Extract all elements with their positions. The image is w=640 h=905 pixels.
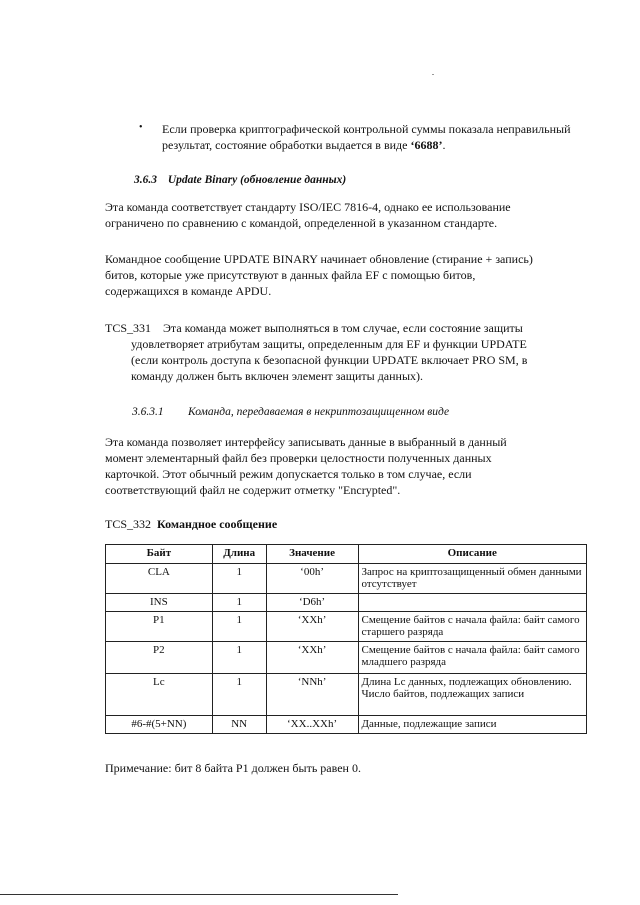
table-row [106, 674, 587, 716]
cell-value: ‘XXh’ [266, 612, 358, 642]
requirement-title: Командное сообщение [157, 517, 278, 531]
table-note: Примечание: бит 8 байта P1 должен быть равен 0. [105, 761, 361, 775]
paragraph-update-binary: Командное сообщение UPDATE BINARY начинает обновление (стирание + запись) битов, которые уже присутствуют в данных файла EF с помощью битов, содержащихся в команде APDU. [105, 252, 533, 298]
requirement-label: TCS_332 [105, 517, 152, 531]
table-row [106, 642, 587, 674]
bullet-marker: • [139, 122, 143, 133]
cell-description [358, 594, 587, 612]
command-table [105, 544, 587, 734]
cell-byte: #6-#(5+NN) [106, 716, 213, 734]
bullet-end: . [442, 138, 446, 152]
cell-byte: INS [106, 594, 213, 612]
cell-length: 1 [212, 564, 266, 594]
paragraph-standard: Эта команда соответствует стандарту ISO/IEC 7816-4, однако ее использование ограничено по сравнению с командой, определенной в указанном стандарте. [105, 200, 511, 230]
cell-byte: CLA [106, 564, 213, 594]
cell-description: Данные, подлежащие записи [358, 716, 587, 734]
table-row [106, 612, 587, 642]
status-code: ‘6688’ [410, 138, 443, 152]
bullet-paragraph [162, 121, 602, 153]
cell-byte: Lc [106, 674, 213, 716]
cell-description: Смещение байтов с начала файла: байт самого младшего разряда [358, 642, 587, 674]
requirement-tcs-331 [105, 320, 545, 384]
section-number: 3.6.3 [134, 174, 157, 186]
cell-length: 1 [212, 594, 266, 612]
table-header-row [106, 545, 587, 564]
header-byte: Байт [106, 545, 213, 564]
cell-byte: P1 [106, 612, 213, 642]
section-title: Update Binary (обновление данных) [167, 174, 347, 186]
cell-length: 1 [212, 612, 266, 642]
bullet-text: Если проверка криптографической контрольной суммы показала неправильный результат, состояние обработки выдается в виде [162, 122, 571, 152]
table-row [106, 594, 587, 612]
cell-length: NN [212, 716, 266, 734]
table-row [106, 716, 587, 734]
header-length: Длина [212, 545, 266, 564]
header-description: Описание [358, 545, 587, 564]
cell-byte: P2 [106, 642, 213, 674]
cell-value: ‘D6h’ [266, 594, 358, 612]
requirement-continuation: удовлетворяет атрибутам защиты, определенным для EF и функции UPDATE (если контроль доступа к безопасной функции UPDATE включает PRO SM, в команду должен быть включен элемент защиты данных). [131, 337, 528, 383]
subsection-number: 3.6.3.1 [132, 406, 164, 418]
cell-value: ‘XXh’ [266, 642, 358, 674]
subsection-title: Команда, передаваемая в некриптозащищенном виде [188, 406, 450, 418]
scan-speck [432, 74, 434, 75]
cell-length: 1 [212, 674, 266, 716]
cell-length: 1 [212, 642, 266, 674]
header-value: Значение [266, 545, 358, 564]
requirement-label: TCS_331 [105, 321, 152, 335]
paragraph-plain-mode: Эта команда позволяет интерфейсу записывать данные в выбранный в данный момент элементарный файл без проверки целостности полученных данных карточкой. Этот обычный режим допускается только в том случае, если соответствующий файл не содержит отметку "Encrypted". [105, 435, 507, 497]
cell-value: ‘00h’ [266, 564, 358, 594]
section-heading-3-6-3-1 [132, 404, 449, 420]
cell-description: Смещение байтов с начала файла: байт самого старшего разряда [358, 612, 587, 642]
cell-value: ‘NNh’ [266, 674, 358, 716]
footer-rule [0, 894, 398, 895]
requirement-tcs-332 [105, 516, 277, 532]
section-heading-3-6-3 [134, 172, 346, 188]
cell-description: Длина Lc данных, подлежащих обновлению. Число байтов, подлежащих записи [358, 674, 587, 716]
requirement-first-line: Эта команда может выполняться в том случае, если состояние защиты [163, 321, 523, 335]
cell-description: Запрос на криптозащищенный обмен данными отсутствует [358, 564, 587, 594]
table-row [106, 564, 587, 594]
cell-value: ‘XX..XXh’ [266, 716, 358, 734]
